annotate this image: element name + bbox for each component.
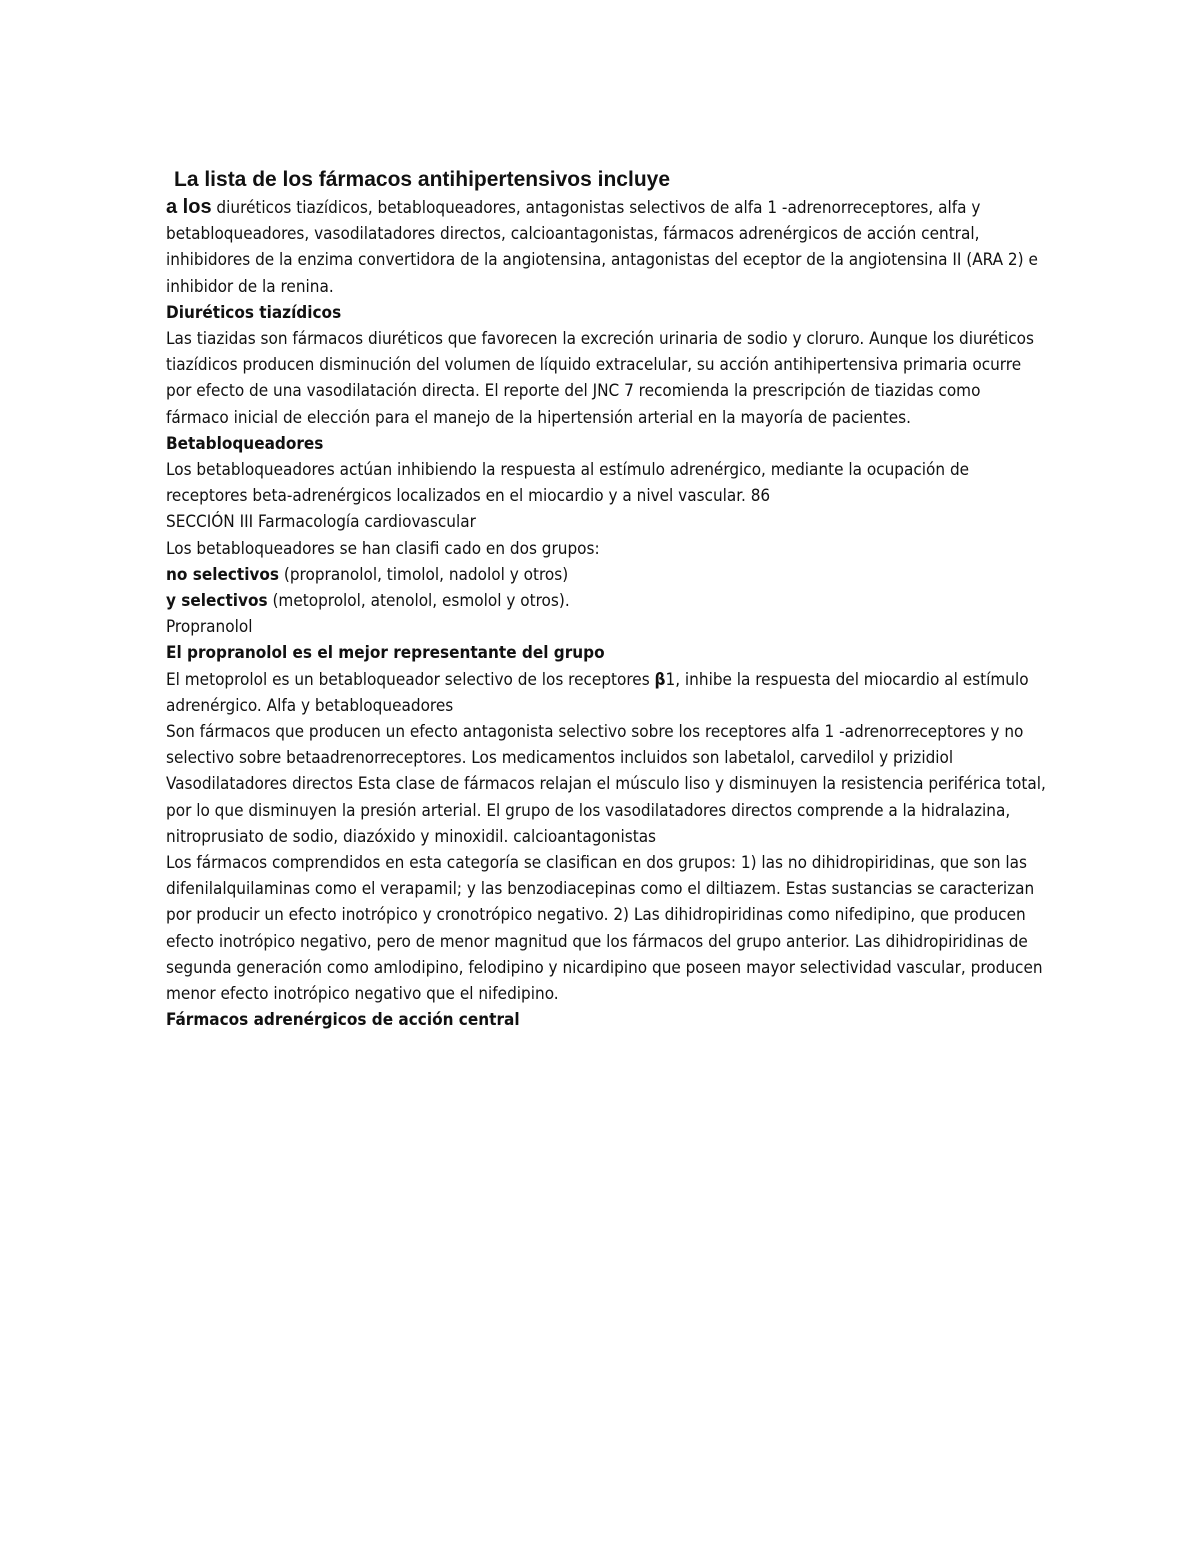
paragraph-betabloqueadores-groups: Los betabloqueadores se han clasifi cado en dos grupos: bbox=[166, 538, 600, 559]
paragraph-calcioantagonistas: Los fármacos comprendidos en esta categoría se clasifican en dos grupos: 1) las no dihidropiridinas, que son las difenilalquilaminas como el verapamil; y las benzodiacepinas como el diltiazem. Estas sustancias se caracterizan por producir un efecto inotrópico y cronotrópico negativo. 2) Las dihidropiridinas como nifedipino, que producen efecto inotrópico negativo, pero de menor magnitud que los fármacos del grupo anterior. Las dihidropiridinas de segunda generación como amlodipino, felodipino y nicardipino que poseen mayor selectividad vascular, producen menor efecto inotrópico negativo que el nifedipino. bbox=[166, 853, 1043, 1005]
beta-symbol: β bbox=[654, 669, 666, 690]
intro-text: diuréticos tiazídicos, betabloqueadores, antagonistas selectivos de alfa 1 -adrenorreceptores, alfa y betabloqueadores, vasodilatadores directos, calcioantagonistas, fármacos adrenérgicos de acción central, inhibidores de la enzima convertidora de la angiotensina, antagonistas del eceptor de la angiotensina II (ARA 2) e inhibidor de la renina. bbox=[166, 198, 1038, 297]
selectivos-label: y selectivos bbox=[166, 591, 268, 612]
no-selectivos-label: no selectivos bbox=[166, 564, 280, 585]
intro-lead: a los bbox=[166, 196, 212, 218]
intro-paragraph bbox=[166, 194, 1046, 300]
paragraph-selectivos bbox=[166, 588, 1046, 614]
paragraph-no-selectivos bbox=[166, 562, 1046, 588]
selectivos-text: (metoprolol, atenolol, esmolol y otros). bbox=[267, 591, 570, 612]
paragraph-propranolol: Propranolol bbox=[166, 617, 253, 638]
paragraph-section-label: SECCIÓN III Farmacología cardiovascular bbox=[166, 512, 476, 533]
heading-adrenergicos: Fármacos adrenérgicos de acción central bbox=[166, 1010, 520, 1031]
document-title: La lista de los fármacos antihipertensivos incluye bbox=[174, 168, 671, 191]
metoprolol-post: 1, inhibe la respuesta del miocardio al estímulo adrenérgico. Alfa y betabloqueadores bbox=[166, 669, 1029, 716]
heading-diureticos: Diuréticos tiazídicos bbox=[166, 302, 342, 323]
document-page bbox=[166, 166, 1046, 1034]
metoprolol-pre: El metoprolol es un betabloqueador selectivo de los receptores bbox=[166, 669, 655, 690]
no-selectivos-text: (propranolol, timolol, nadolol y otros) bbox=[279, 564, 569, 585]
paragraph-diureticos: Las tiazidas son fármacos diuréticos que favorecen la excreción urinaria de sodio y cloruro. Aunque los diuréticos tiazídicos producen disminución del volumen de líquido extracelular, su acción antihipertensiva primaria ocurre por efecto de una vasodilatación directa. El reporte del JNC 7 recomienda la prescripción de tiazidas como fármaco inicial de elección para el manejo de la hipertensión arterial en la mayoría de pacientes. bbox=[166, 329, 1034, 428]
paragraph-alfa-beta: Son fármacos que producen un efecto antagonista selectivo sobre los receptores alfa 1 -adrenorreceptores y no selectivo sobre betaadrenorreceptores. Los medicamentos incluidos son labetalol, carvedilol y prizidiol Vasodilatadores directos Esta clase de fármacos relajan el músculo liso y disminuyen la resistencia periférica total, por lo que disminuyen la presión arterial. El grupo de los vasodilatadores directos comprende a la hidralazina, nitroprusiato de sodio, diazóxido y minoxidil. calcioantagonistas bbox=[166, 722, 1046, 847]
paragraph-metoprolol bbox=[166, 667, 1046, 719]
heading-betabloqueadores: Betabloqueadores bbox=[166, 433, 324, 454]
heading-propranolol: El propranolol es el mejor representante del grupo bbox=[166, 643, 605, 664]
paragraph-betabloqueadores-1: Los betabloqueadores actúan inhibiendo la respuesta al estímulo adrenérgico, mediante la ocupación de receptores beta-adrenérgicos localizados en el miocardio y a nivel vascular. 86 bbox=[166, 460, 970, 507]
